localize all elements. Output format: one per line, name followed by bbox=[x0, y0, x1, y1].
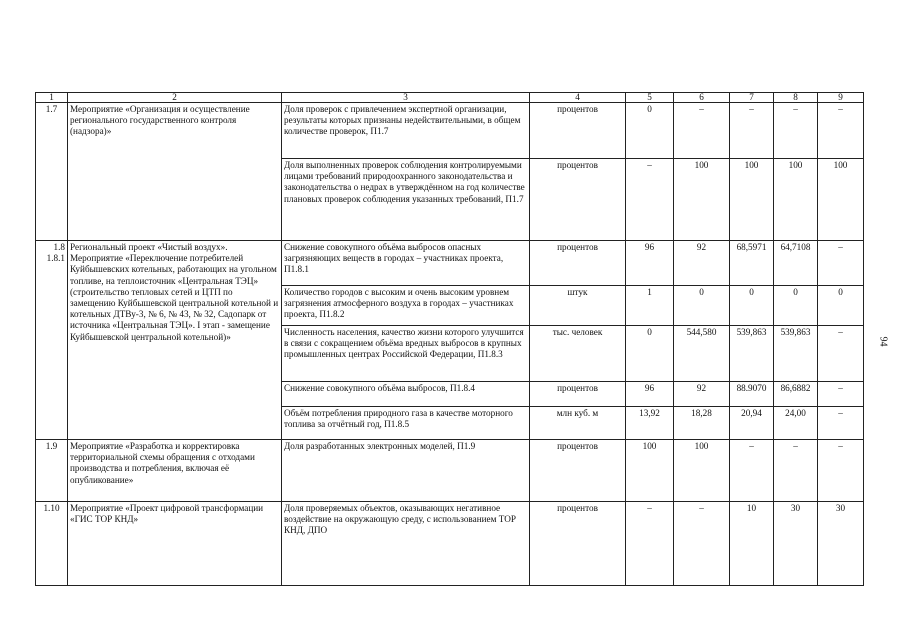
value-cell: 0 bbox=[626, 326, 674, 382]
indicator-cell: Доля выполненных проверок соблюдения контролируемыми лицами требований природоохранного законодательства и законодательства о недрах в утверждённом на год количестве плановых проверок соблюдения указанных требований, П1.7 bbox=[282, 159, 530, 241]
table-row bbox=[36, 440, 864, 502]
header-row bbox=[36, 93, 864, 103]
indicator-cell: Снижение совокупного объёма выбросов опасных загрязняющих веществ в городах – участниках проекта, П1.8.1 bbox=[282, 241, 530, 286]
value-cell: 0 bbox=[626, 103, 674, 159]
value-cell: 0 bbox=[774, 286, 818, 326]
row-number: 1.9 bbox=[36, 440, 68, 502]
value-cell: 92 bbox=[674, 382, 730, 407]
indicator-cell: Объём потребления природного газа в качестве моторного топлива за отчётный год, П1.8.5 bbox=[282, 407, 530, 440]
value-cell: 30 bbox=[818, 502, 864, 586]
page-number: 94 bbox=[877, 336, 889, 347]
value-cell: – bbox=[774, 440, 818, 502]
header-cell: 2 bbox=[68, 93, 282, 103]
row-number: 1.10 bbox=[36, 502, 68, 586]
value-cell: 96 bbox=[626, 382, 674, 407]
value-cell: 10 bbox=[730, 502, 774, 586]
header-cell: 3 bbox=[282, 93, 530, 103]
header-cell: 4 bbox=[530, 93, 626, 103]
value-cell: – bbox=[818, 440, 864, 502]
value-cell: – bbox=[626, 502, 674, 586]
value-cell: 539,863 bbox=[730, 326, 774, 382]
indicator-cell: Доля проверок с привлечением экспертной организации, результаты которых признаны недействительными, в общем количестве проверок, П1.7 bbox=[282, 103, 530, 159]
value-cell: 86,6882 bbox=[774, 382, 818, 407]
value-cell: – bbox=[818, 382, 864, 407]
value-cell: 30 bbox=[774, 502, 818, 586]
value-cell: 18,28 bbox=[674, 407, 730, 440]
value-cell: – bbox=[626, 159, 674, 241]
value-cell: – bbox=[818, 326, 864, 382]
unit-cell: процентов bbox=[530, 502, 626, 586]
unit-cell: процентов bbox=[530, 440, 626, 502]
indicator-cell: Количество городов с высоким и очень высоким уровнем загрязнения атмосферного воздуха в городах – участниках проекта, П1.8.2 bbox=[282, 286, 530, 326]
value-cell: 68,5971 bbox=[730, 241, 774, 286]
header-cell: 8 bbox=[774, 93, 818, 103]
table-row bbox=[36, 241, 864, 286]
indicator-cell: Численность населения, качество жизни которого улучшится в связи с сокращением объёма вредных выбросов в крупных промышленных центрах Российской Федерации, П1.8.3 bbox=[282, 326, 530, 382]
event-cell: Мероприятие «Разработка и корректировка территориальной схемы обращения с отходами производства и потребления, включая её опубликование» bbox=[68, 440, 282, 502]
value-cell: 92 bbox=[674, 241, 730, 286]
value-cell: 88.9070 bbox=[730, 382, 774, 407]
value-cell: 100 bbox=[774, 159, 818, 241]
unit-cell: млн куб. м bbox=[530, 407, 626, 440]
row-number: 1.8 1.8.1 bbox=[36, 241, 68, 440]
value-cell: 100 bbox=[674, 159, 730, 241]
header-cell: 9 bbox=[818, 93, 864, 103]
header-cell: 6 bbox=[674, 93, 730, 103]
value-cell: 96 bbox=[626, 241, 674, 286]
value-cell: 100 bbox=[730, 159, 774, 241]
value-cell: 0 bbox=[818, 286, 864, 326]
indicators-table bbox=[35, 92, 864, 586]
value-cell: 13,92 bbox=[626, 407, 674, 440]
table-row bbox=[36, 502, 864, 586]
unit-cell: процентов bbox=[530, 382, 626, 407]
value-cell: 0 bbox=[674, 286, 730, 326]
unit-cell: процентов bbox=[530, 241, 626, 286]
event-cell: Региональный проект «Чистый воздух». Мероприятие «Переключение потребителей Куйбышевских котельных, работающих на угольном топливе, на теплоисточник «Центральная ТЭЦ» (строительство тепловых сетей и ЦТП по замещению Куйбышевской центральной котельной и котельных ДТВу-3, № 6, № 43, № 32, Садопарк от источника «Центральная ТЭЦ». I этап - замещение Куйбышевской центральной котельной)» bbox=[68, 241, 282, 440]
value-cell: 100 bbox=[818, 159, 864, 241]
value-cell: – bbox=[774, 103, 818, 159]
value-cell: 64,7108 bbox=[774, 241, 818, 286]
unit-cell: штук bbox=[530, 286, 626, 326]
value-cell: 539,863 bbox=[774, 326, 818, 382]
value-cell: 544,580 bbox=[674, 326, 730, 382]
unit-cell: процентов bbox=[530, 159, 626, 241]
value-cell: 1 bbox=[626, 286, 674, 326]
value-cell: 100 bbox=[674, 440, 730, 502]
header-cell: 5 bbox=[626, 93, 674, 103]
value-cell: 20,94 bbox=[730, 407, 774, 440]
value-cell: – bbox=[674, 103, 730, 159]
value-cell: 0 bbox=[730, 286, 774, 326]
value-cell: – bbox=[818, 241, 864, 286]
value-cell: – bbox=[818, 103, 864, 159]
indicator-cell: Снижение совокупного объёма выбросов, П1.8.4 bbox=[282, 382, 530, 407]
indicator-cell: Доля разработанных электронных моделей, П1.9 bbox=[282, 440, 530, 502]
header-cell: 7 bbox=[730, 93, 774, 103]
row-number: 1.7 bbox=[36, 103, 68, 241]
value-cell: 100 bbox=[626, 440, 674, 502]
event-cell: Мероприятие «Проект цифровой трансформации «ГИС ТОР КНД» bbox=[68, 502, 282, 586]
event-cell: Мероприятие «Организация и осуществление регионального государственного контроля (надзора)» bbox=[68, 103, 282, 241]
value-cell: 24,00 bbox=[774, 407, 818, 440]
indicator-cell: Доля проверяемых объектов, оказывающих негативное воздействие на окружающую среду, с использованием ТОР КНД, ДПО bbox=[282, 502, 530, 586]
unit-cell: процентов bbox=[530, 103, 626, 159]
value-cell: – bbox=[730, 440, 774, 502]
unit-cell: тыс. человек bbox=[530, 326, 626, 382]
value-cell: – bbox=[730, 103, 774, 159]
header-cell: 1 bbox=[36, 93, 68, 103]
table-row bbox=[36, 103, 864, 159]
value-cell: – bbox=[674, 502, 730, 586]
value-cell: – bbox=[818, 407, 864, 440]
